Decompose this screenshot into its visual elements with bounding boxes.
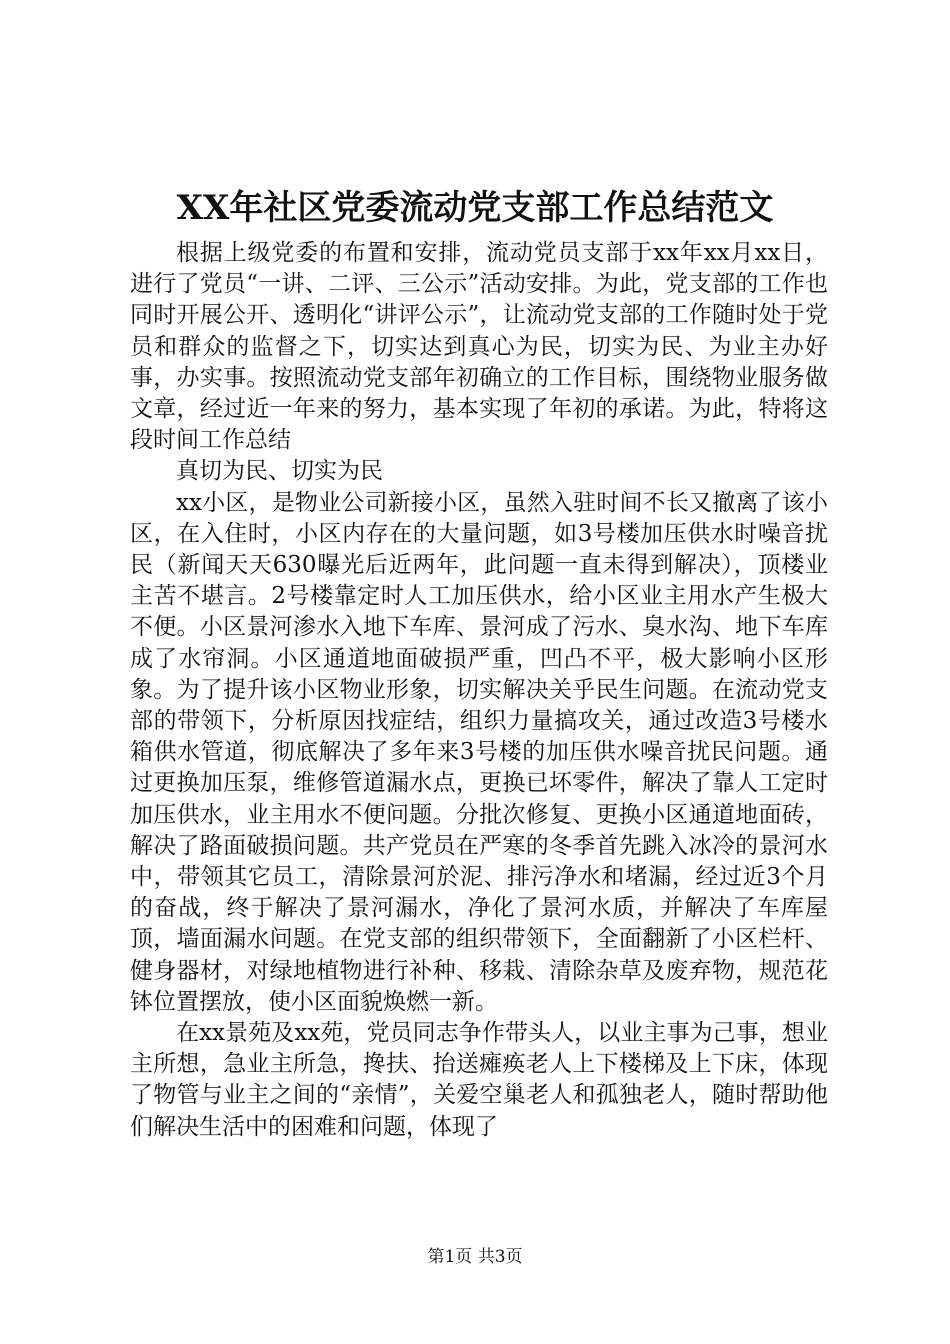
document-title: XX年社区党委流动党支部工作总结范文 (176, 188, 774, 228)
section-heading: 真切为民、切实为民 (176, 458, 383, 485)
paragraph-intro: 根据上级党委的布置和安排，流动党员支部于xx年xx月xx日，进行了党员“一讲、二评、三公示”活动安排。为此，党支部的工作也同时开展公开、透明化“讲评公示”，让流动党支部的工作随时处于党员和群众的监督之下，切实达到真心为民，切实为民、为业主办好事，办实事。按照流动党支部年初确立的工作目标，围绕物业服务做文章，经过近一年来的努力，基本实现了年初的承诺。为此，特将这段时间工作总结 (130, 240, 828, 454)
document-body (130, 238, 828, 1143)
paragraph-residents: 在xx景苑及xx苑，党员同志争作带头人，以业主事为己事，想业主所想，急业主所急，搀扶、抬送瘫痪老人上下楼梯及上下床，体现了物管与业主之间的“亲情”，关爱空巢老人和孤独老人，随时帮助他们解决生活中的困难和问题，体现了 (130, 1020, 828, 1140)
page-footer: 第1页 共3页 (427, 1247, 523, 1267)
paragraph-community: xx小区，是物业公司新接小区，虽然入驻时间不长又撤离了该小区，在入住时，小区内存在的大量问题，如3号楼加压供水时噪音扰民（新闻天天630曝光后近两年，此问题一直未得到解决），顶楼业主苦不堪言。2号楼靠定时人工加压供水，给小区业主用水产生极大不便。小区景河渗水入地下车库、景河成了污水、臭水沟、地下车库成了水帘洞。小区通道地面破损严重，凹凸不平，极大影响小区形象。为了提升该小区物业形象，切实解决关乎民生问题。在流动党支部的带领下，分析原因找症结，组织力量搞攻关，通过改造3号楼水箱供水管道，彻底解决了多年来3号楼的加压供水噪音扰民问题。通过更换加压泵，维修管道漏水点，更换已坏零件，解决了靠人工定时加压供水，业主用水不便问题。分批次修复、更换小区通道地面砖，解决了路面破损问题。共产党员在严寒的冬季首先跳入冰冷的景河水中，带领其它员工，清除景河於泥、排污净水和堵漏，经过近3个月的奋战，终于解决了景河漏水，净化了景河水质，并解决了车库屋顶，墙面漏水问题。在党支部的组织带领下，全面翻新了小区栏杆、健身器材，对绿地植物进行补种、移栽、清除杂草及废弃物，规范花钵位置摆放，使小区面貌焕燃一新。 (130, 489, 828, 1015)
